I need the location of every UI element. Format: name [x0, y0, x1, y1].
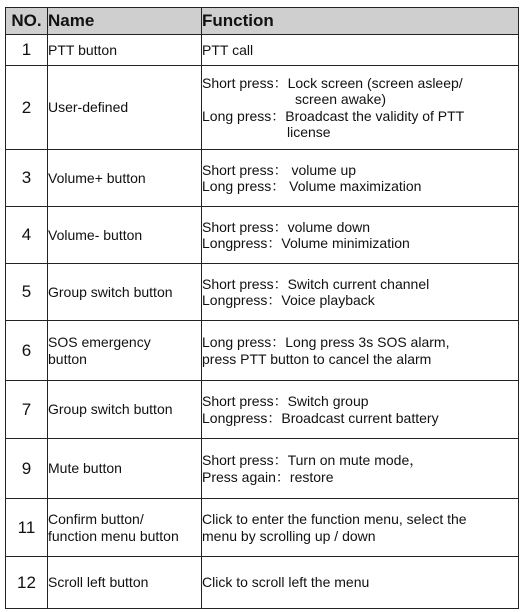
row-name-line: Mute button	[48, 460, 122, 476]
row-function	[202, 66, 519, 150]
row-name-line: Volume- button	[48, 226, 143, 243]
row-function	[202, 35, 519, 66]
row-no: 12	[6, 557, 48, 609]
row-function-line: Long press：Long press 3s SOS alarm,	[202, 334, 450, 350]
row-function-line: Short press：volume down	[202, 218, 371, 235]
table-row	[6, 439, 519, 499]
row-function-line: Long press：Broadcast the validity of PTT	[202, 107, 465, 124]
table-row	[6, 557, 519, 609]
row-function-line: screen awake)	[295, 91, 387, 107]
header-no: NO.	[6, 8, 48, 35]
row-name-line: PTT button	[48, 41, 118, 58]
row-name	[48, 439, 202, 499]
row-name	[48, 35, 202, 66]
row-name-line: function menu button	[48, 527, 179, 544]
table-row	[6, 499, 519, 557]
row-no: 2	[6, 66, 48, 150]
row-function-line: Longpress：Volume minimization	[202, 235, 410, 251]
row-name	[48, 557, 202, 609]
table-row	[6, 381, 519, 439]
row-function-line: license	[287, 124, 331, 140]
row-function-line: Short press：Switch group	[202, 393, 369, 409]
row-name	[48, 499, 202, 557]
row-function-line: Longpress：Voice playback	[202, 292, 375, 308]
header-function: Function	[202, 8, 519, 35]
row-function-line: Long press： Volume maximization	[202, 178, 422, 194]
row-no: 9	[6, 439, 48, 499]
row-function-line: Click to scroll left the menu	[202, 574, 370, 591]
row-function-line: menu by scrolling up / down	[202, 527, 376, 544]
row-function	[202, 381, 519, 439]
row-function	[202, 499, 519, 557]
table-row	[6, 35, 519, 66]
table-row	[6, 264, 519, 321]
table-row	[6, 321, 519, 381]
row-name	[48, 66, 202, 150]
row-no: 11	[6, 499, 48, 557]
row-no: 4	[6, 207, 48, 264]
row-function-line: Longpress：Broadcast current battery	[202, 409, 439, 426]
row-function	[202, 557, 519, 609]
row-function	[202, 264, 519, 321]
row-name	[48, 207, 202, 264]
row-name-line: Volume+ button	[48, 169, 146, 186]
row-name-line: User-defined	[48, 99, 129, 115]
row-function	[202, 439, 519, 499]
row-name-line: Confirm button/	[48, 510, 144, 527]
table-row	[6, 150, 519, 207]
row-function-line: PTT call	[202, 41, 254, 58]
row-name	[48, 150, 202, 207]
row-name	[48, 321, 202, 381]
function-table	[5, 7, 519, 609]
row-no: 1	[6, 35, 48, 66]
table-row	[6, 66, 519, 150]
row-name-line: button	[48, 350, 87, 367]
row-function-line: Short press：Switch current channel	[202, 275, 430, 292]
row-name	[48, 381, 202, 439]
row-function-line: Click to enter the function menu, select the	[202, 511, 467, 527]
row-no: 5	[6, 264, 48, 321]
table-row	[6, 207, 519, 264]
row-function-line: press PTT button to cancel the alarm	[202, 350, 432, 367]
header-name: Name	[48, 8, 202, 35]
row-function	[202, 150, 519, 207]
row-function-line: Short press：Turn on mute mode，	[202, 452, 424, 468]
row-name-line: Scroll left button	[48, 574, 149, 590]
row-name-line: SOS emergency	[48, 333, 151, 350]
row-name	[48, 264, 202, 321]
row-no: 6	[6, 321, 48, 381]
row-function	[202, 321, 519, 381]
row-function-line: Short press：Lock screen (screen asleep/	[202, 74, 463, 91]
table-header-row	[6, 8, 519, 35]
row-name-line: Group switch button	[48, 283, 173, 300]
row-no: 7	[6, 381, 48, 439]
row-no: 3	[6, 150, 48, 207]
row-function-line: Press again：restore	[202, 468, 334, 485]
row-name-line: Group switch button	[48, 401, 173, 417]
row-function	[202, 207, 519, 264]
row-function-line: Short press： volume up	[202, 161, 357, 178]
